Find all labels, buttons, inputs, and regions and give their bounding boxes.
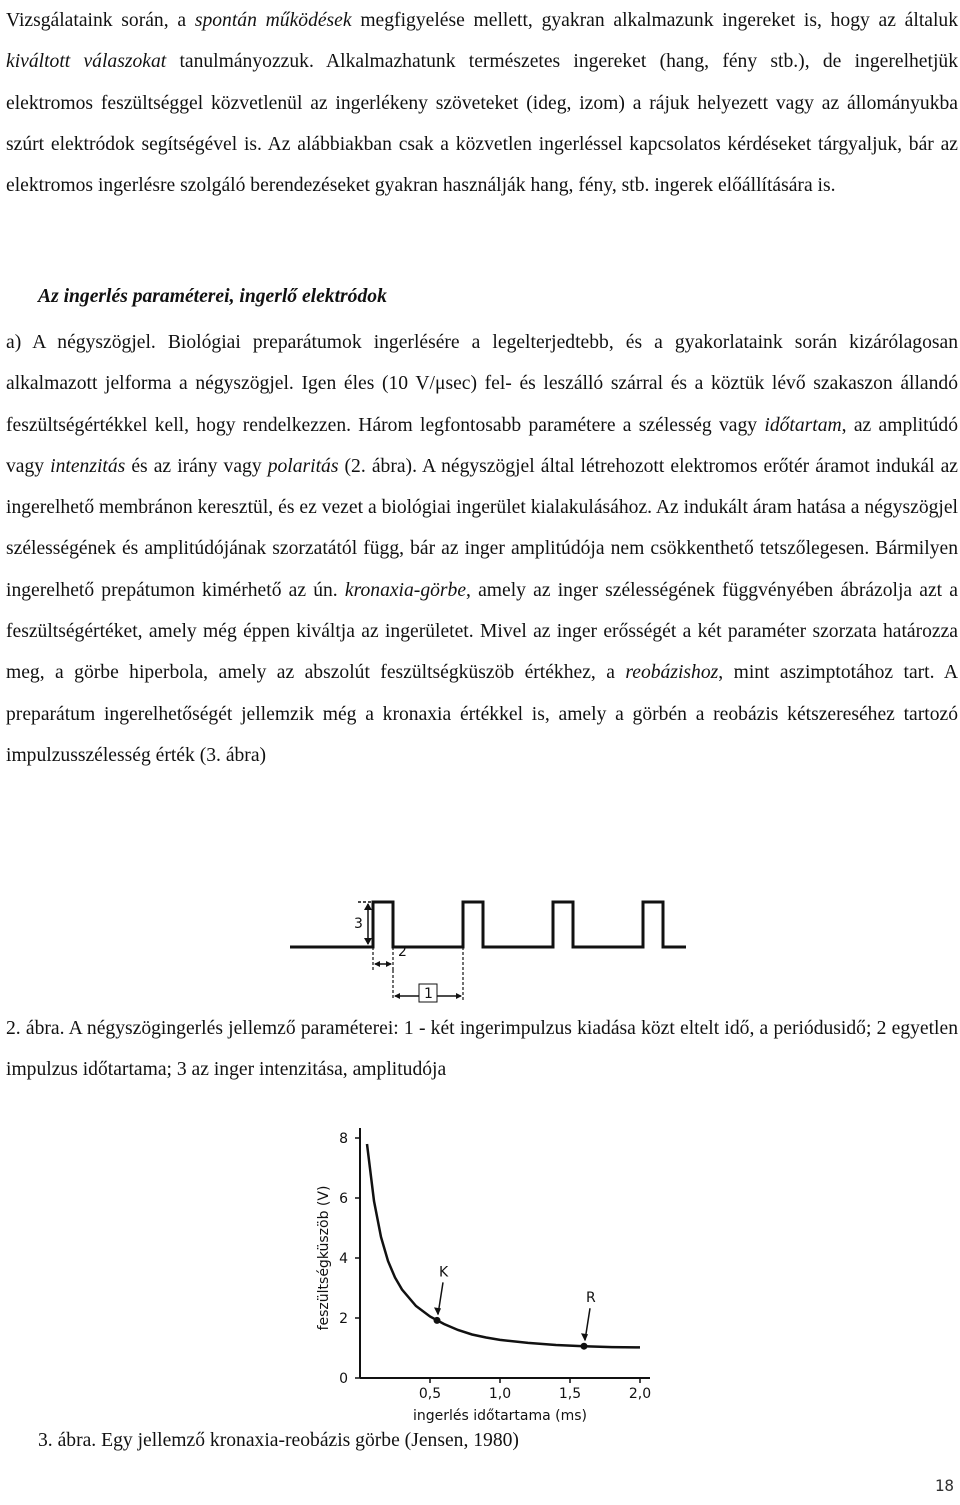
- text-run: Vizsgálataink során, a: [6, 10, 195, 31]
- italic-term: kiváltott válaszokat: [6, 51, 167, 73]
- period-arrowhead-left: [394, 993, 400, 999]
- section-heading: Az ingerlés paraméterei, ingerlő elektródok: [38, 286, 387, 307]
- chart-annotations: [434, 1264, 597, 1349]
- square-wave-line: [290, 902, 686, 947]
- annotation-point: [434, 1317, 441, 1324]
- y-tick-label: 4: [339, 1251, 348, 1267]
- italic-term: polaritás: [267, 455, 339, 477]
- figure2-caption: 2. ábra. A négyszögingerlés jellemző paraméterei: 1 - két ingerimpulzus kiadása közt eltelt idő, a periódusidő; 2 egyetlen impulzus időtartama; 3 az inger intenzitása, amplitudója: [6, 1018, 958, 1081]
- x-tick-label: 1,5: [558, 1386, 582, 1402]
- figure3-caption: 3. ábra. Egy jellemző kronaxia-reobázis görbe (Jensen, 1980): [38, 1430, 519, 1451]
- y-tick-label: 6: [339, 1191, 348, 1207]
- text-run: , mint aszimptotához tart. A preparátum ingerelhetőségét jellemzik még a kronaxia értékkel is, amely a görbén a reobázis kétszereséhez tartozó impulzusszélesség érték (3. ábra): [6, 662, 958, 766]
- label-3: 3: [354, 916, 363, 932]
- y-axis-label: feszültségküszöb (V): [316, 1185, 332, 1331]
- text-run: tanulmányozzuk. Alkalmazhatunk természetes ingereket (hang, fény stb.), de ingerelhetjük elektromos feszültséggel közvetlenül az ingerlékeny szöveteket (ideg, izom) a rájuk helyezett vagy az állományukba szúrt elektródok segítségével is. Az alábbiakban csak a közvetlen ingerléssel kapcsolatos kérdéseket tárgyaljuk, bár az elektromos ingerlésre szolgáló berendezéseket gyakran használják hang, fény, stb. ingerek előállítására is.: [6, 51, 958, 197]
- italic-term: spontán működések: [194, 10, 352, 31]
- text-run: , amely az inger szélességének függvényében ábrázolja azt a feszültségértéket, amely még éppen kiváltja az ingerületet. Mivel az inger erősségét a két paraméter szorzata határozza meg, a görbe hiperbola, amely az abszolút feszültségküszöb értékhez, a: [6, 579, 958, 684]
- period-arrowhead-right: [456, 993, 462, 999]
- x-axis-label: ingerlés időtartama (ms): [412, 1408, 588, 1424]
- width-arrowhead-left: [374, 961, 380, 967]
- figure-square-wave: [288, 892, 688, 1012]
- annotation-arrowhead: [434, 1307, 441, 1315]
- amplitude-arrowhead-top: [364, 903, 372, 910]
- text-run: a) A négyszögjel. Biológiai preparátumok ingerlésére a legelterjedtebb, és a gyakorlataink során kizárólagosan alkalmazott jelforma a négyszögjel. Igen éles (10 V/μsec) fel- és leszálló szárral és a köztük lévő szakaszon állandó feszültségértékkel kell, hogy rendelkezzen. Három legfontosabb paramétere a szélesség vagy: [6, 332, 958, 436]
- annotation-point: [581, 1343, 588, 1350]
- italic-term: kronaxia-görbe: [344, 579, 467, 601]
- y-tick-label: 0: [339, 1371, 348, 1387]
- figure-chronaxie-chart: [300, 1108, 660, 1428]
- text-run: és az irány vagy: [125, 455, 268, 477]
- italic-term: reobázishoz: [625, 662, 719, 684]
- label-1: 1: [424, 986, 433, 1002]
- annotation-label: R: [586, 1290, 596, 1307]
- x-tick-label: 0,5: [418, 1386, 442, 1402]
- text-run: megfigyelése mellett, gyakran alkalmazunk ingereket is, hogy az általuk: [351, 10, 958, 31]
- y-tick-label: 2: [339, 1311, 348, 1327]
- amplitude-arrowhead-bottom: [364, 938, 372, 945]
- italic-term: intenzitás: [50, 455, 126, 477]
- chart-axes: [339, 1128, 651, 1402]
- annotation-arrowhead: [581, 1333, 588, 1341]
- y-tick-label: 8: [339, 1131, 348, 1147]
- text-run: , az amplitúdó vagy: [6, 414, 959, 477]
- text-run: (2. ábra). A négyszögjel által létrehozott elektromos erőtér áramot indukál az ingerelhető membránon keresztül, és ez vezet a biológiai ingerület kialakulásához. Az indukált áram hatása a négyszögjel szélességének és amplitúdójának szorzatától függ, bár az inger amplitúdója nem csökkenthető tetszőlegesen. Bármilyen ingerelhető prepátumon kimérhető az ún.: [6, 455, 958, 601]
- label-2: 2: [398, 944, 407, 960]
- x-tick-label: 2,0: [628, 1386, 652, 1402]
- annotation-label: K: [439, 1264, 449, 1281]
- page-number: 18: [934, 1476, 954, 1495]
- paragraph-square-wave: [6, 322, 958, 776]
- width-arrowhead-right: [386, 961, 392, 967]
- x-tick-label: 1,0: [488, 1386, 512, 1402]
- paragraph-intro: [6, 0, 958, 206]
- italic-term: időtartam: [764, 414, 842, 436]
- chronaxie-curve: [367, 1144, 640, 1347]
